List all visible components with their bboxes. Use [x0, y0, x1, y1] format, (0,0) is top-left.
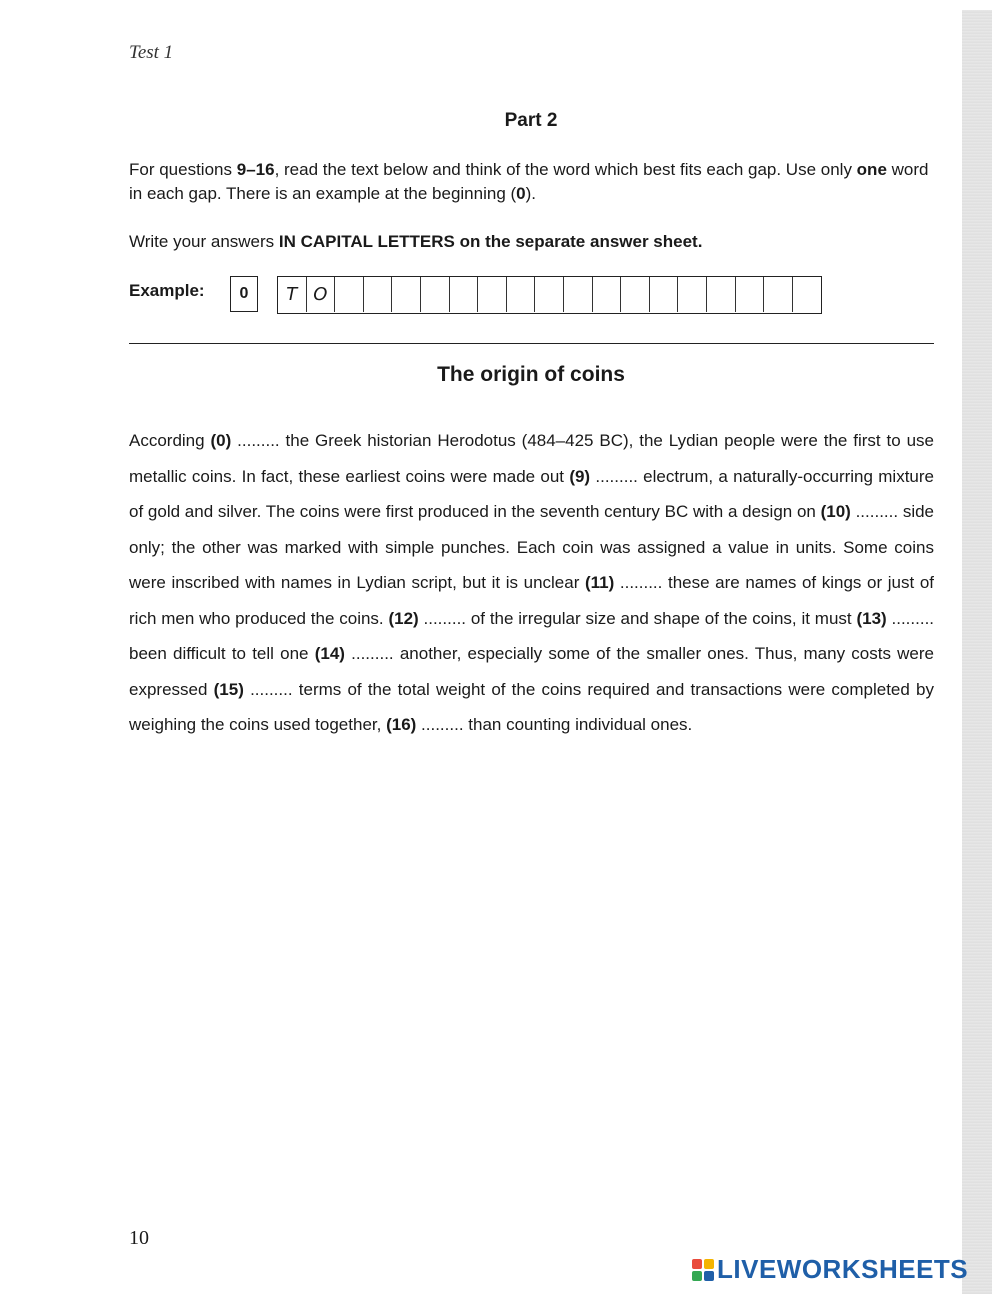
text-run: ......... side only; the other was marked with simple punches. Each coin was assigned a value in units. Some coins were inscribed with names in Lydian script, but it is unclear — [129, 502, 935, 592]
bold-text: (13) — [856, 608, 887, 628]
page-number: 10 — [129, 1227, 149, 1249]
brand-name: LIVEWORKSHEETS — [717, 1254, 969, 1284]
text-run: ......... the Greek historian Herodotus (484–425 BC), the Lydian people were the first to use metallic coins. In fact, these earliest coins were made out — [129, 431, 934, 486]
text-run: word in each gap. There is an example at the beginning ( — [129, 160, 929, 203]
bold-text: (14) — [314, 644, 345, 663]
example-number-box: 0 — [230, 276, 258, 312]
bold-text: (10) — [820, 502, 851, 521]
text-run: ......... another, especially some of the smaller ones. Thus, many costs were expressed — [129, 644, 934, 699]
part-title: Part 2 — [504, 110, 558, 131]
logo-square — [692, 1259, 702, 1269]
text-run: ). — [525, 184, 537, 203]
bold-text: 9–16 — [236, 160, 275, 179]
text-run: Write your answers — [129, 232, 279, 251]
scan-edge-shadow — [962, 10, 992, 1294]
bold-text: one — [856, 160, 887, 179]
bold-text: 0 — [516, 184, 526, 203]
passage-title: The origin of coins — [437, 363, 625, 386]
text-run: For questions — [129, 160, 237, 179]
logo-grid-icon — [692, 1259, 714, 1281]
text-run: ......... of the irregular size and shape of the coins, it must — [418, 608, 857, 628]
answer-cell — [650, 277, 679, 312]
instructions-paragraph-2 — [129, 230, 934, 254]
answer-cell — [478, 277, 507, 312]
logo-square — [704, 1271, 714, 1281]
answer-cell — [364, 277, 393, 312]
text-run: ......... been difficult to tell one — [129, 608, 935, 663]
logo-square — [692, 1271, 702, 1281]
text-run: ......... than counting individual ones. — [416, 715, 693, 734]
text-run: , read the text below and think of the word which best fits each gap. Use only — [274, 160, 857, 179]
bold-text: (15) — [213, 679, 244, 699]
example-answer-cells — [277, 276, 822, 314]
example-label: Example: — [129, 281, 205, 300]
answer-cell: O — [307, 277, 336, 312]
answer-cell — [392, 277, 421, 312]
answer-cell — [421, 277, 450, 312]
bold-text: (9) — [569, 466, 591, 486]
instructions-paragraph-1 — [129, 158, 934, 206]
answer-cell: T — [278, 277, 307, 312]
divider-rule — [129, 343, 934, 344]
answer-cell — [678, 277, 707, 312]
bold-text: (12) — [388, 608, 419, 628]
text-run: ......... electrum, a naturally-occurring mixture of gold and silver. The coins were first produced in the seventh century BC with a design on — [129, 466, 934, 521]
answer-cell — [535, 277, 564, 312]
answer-cell — [507, 277, 536, 312]
answer-cell — [621, 277, 650, 312]
text-run: According — [129, 431, 211, 450]
answer-cell — [335, 277, 364, 312]
text-run: ......... terms of the total weight of the coins required and transactions were completed by weighing the coins used together, — [129, 679, 934, 734]
answer-cell — [564, 277, 593, 312]
answer-cell — [764, 277, 793, 312]
answer-cell — [707, 277, 736, 312]
answer-cell — [736, 277, 765, 312]
text-run: ......... these are names of kings or just of rich men who produced the coins. — [129, 573, 934, 628]
test-label: Test 1 — [129, 42, 174, 63]
bold-text: IN CAPITAL LETTERS on the separate answer sheet. — [278, 232, 703, 251]
bold-text: (0) — [210, 431, 232, 450]
bold-text: (16) — [386, 715, 417, 734]
bold-text: (11) — [584, 573, 615, 592]
answer-cell — [450, 277, 479, 312]
answer-cell — [793, 277, 822, 312]
liveworksheets-logo — [692, 1254, 968, 1285]
passage-text — [129, 423, 934, 743]
answer-cell — [593, 277, 622, 312]
logo-square — [704, 1259, 714, 1269]
